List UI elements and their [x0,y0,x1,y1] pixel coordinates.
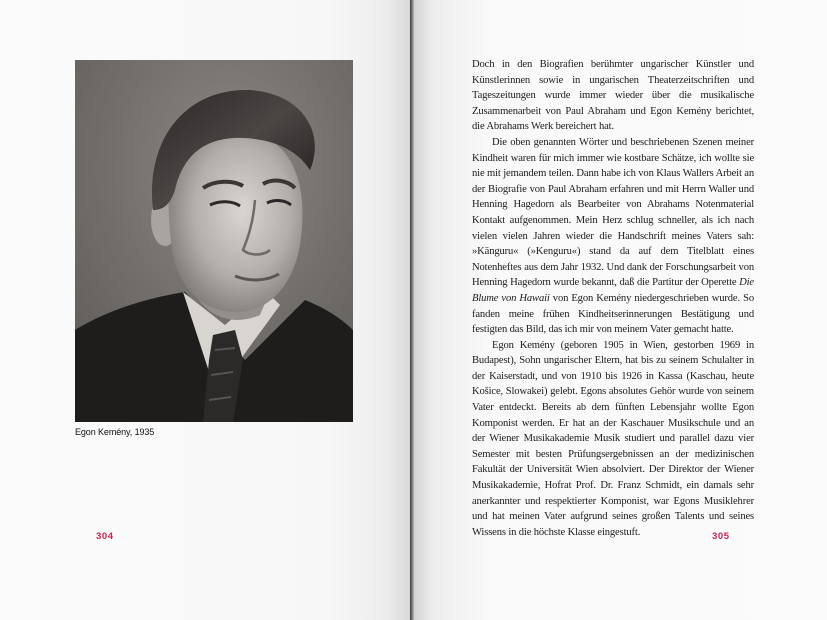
paragraph-3: Egon Kemény (geboren 1905 in Wien, gestorben 1969 in Budapest), Sohn ungarischer Eltern, hat bis zu seinem Schulalter in der Kaiserstadt, und von 1910 bis 1926 in Kassa (Kaschau, heute Košice, Slowakei) gelebt. Egons absolutes Gehör wurde von seinem Vater entdeckt. Bereits ab dem fünften Lebensjahr wollte Egon Komponist werden. Er hat an der Kaschauer Musikschule und an der Wiener Musikakademie Musik studiert und parallel dazu vier Semester mit besten Prüfungsergebnissen an der medizinischen Fakultät der Universität Wien absolviert. Der Direktor der Wiener Musikakademie, Hofrat Prof. Dr. Franz Schmidt, ein damals sehr anerkannter und respektierter Komponist, war Egons Musiklehrer und hat meinen Vater aufgrund seines großen Talents und seines Wissens in die höchste Klasse eingestuft. [472,339,754,538]
paragraph-2-text-after: von Egon Kemény niedergeschrieben wurde. So fanden meine frühen Kindheitserinnerungen Bestätigung und festigten das Bild, das ich mir von meinem Vater gemacht hatte. [472,292,754,336]
operetta-title: Die Blume von Hawaii [472,277,754,304]
left-page [0,0,412,620]
body-text [472,57,754,540]
photo-caption: Egon Kemény, 1935 [75,427,155,437]
page-number-left: 304 [96,531,114,542]
portrait-photo [75,60,353,422]
paragraph-1: Doch in den Biografien berühmter ungarischer Künstler und Künstlerinnen sowie in ungarischen Theaterzeitschriften und Tageszeitungen wurde immer wieder über die musikalische Zusammenarbeit von Paul Abraham und Egon Kemény berichtet, die Abrahams Werk bereichert hat. [472,59,754,133]
book-gutter [410,0,414,620]
page-number-right: 305 [712,531,730,542]
portrait-illustration [75,60,353,422]
paragraph-2-text-before: Die oben genannten Wörter und beschriebenen Szenen meiner Kindheit waren für mich immer wie kostbare Schätze, ich wollte sie nie mit jemandem teilen. Dann habe ich von Klaus Wallers Arbeit an der Biografie von Paul Abraham erfahren und mit Herrn Waller und Henning Hagedorn als Bearbeiter von Abrahams Notenmaterial Kontakt aufgenommen. Mein Herz schlug schneller, als ich nach vielen vielen Jahren wieder die Handschrift meines Vaters sah: »Känguru« (»Kenguru«) stand da auf dem Titelblatt eines Notenheftes aus dem Jahr 1932. Und dank der Forschungsarbeit von Henning Hagedorn wurde bekannt, daß die Partitur der Operette [472,136,754,289]
paragraph-2 [472,135,754,338]
